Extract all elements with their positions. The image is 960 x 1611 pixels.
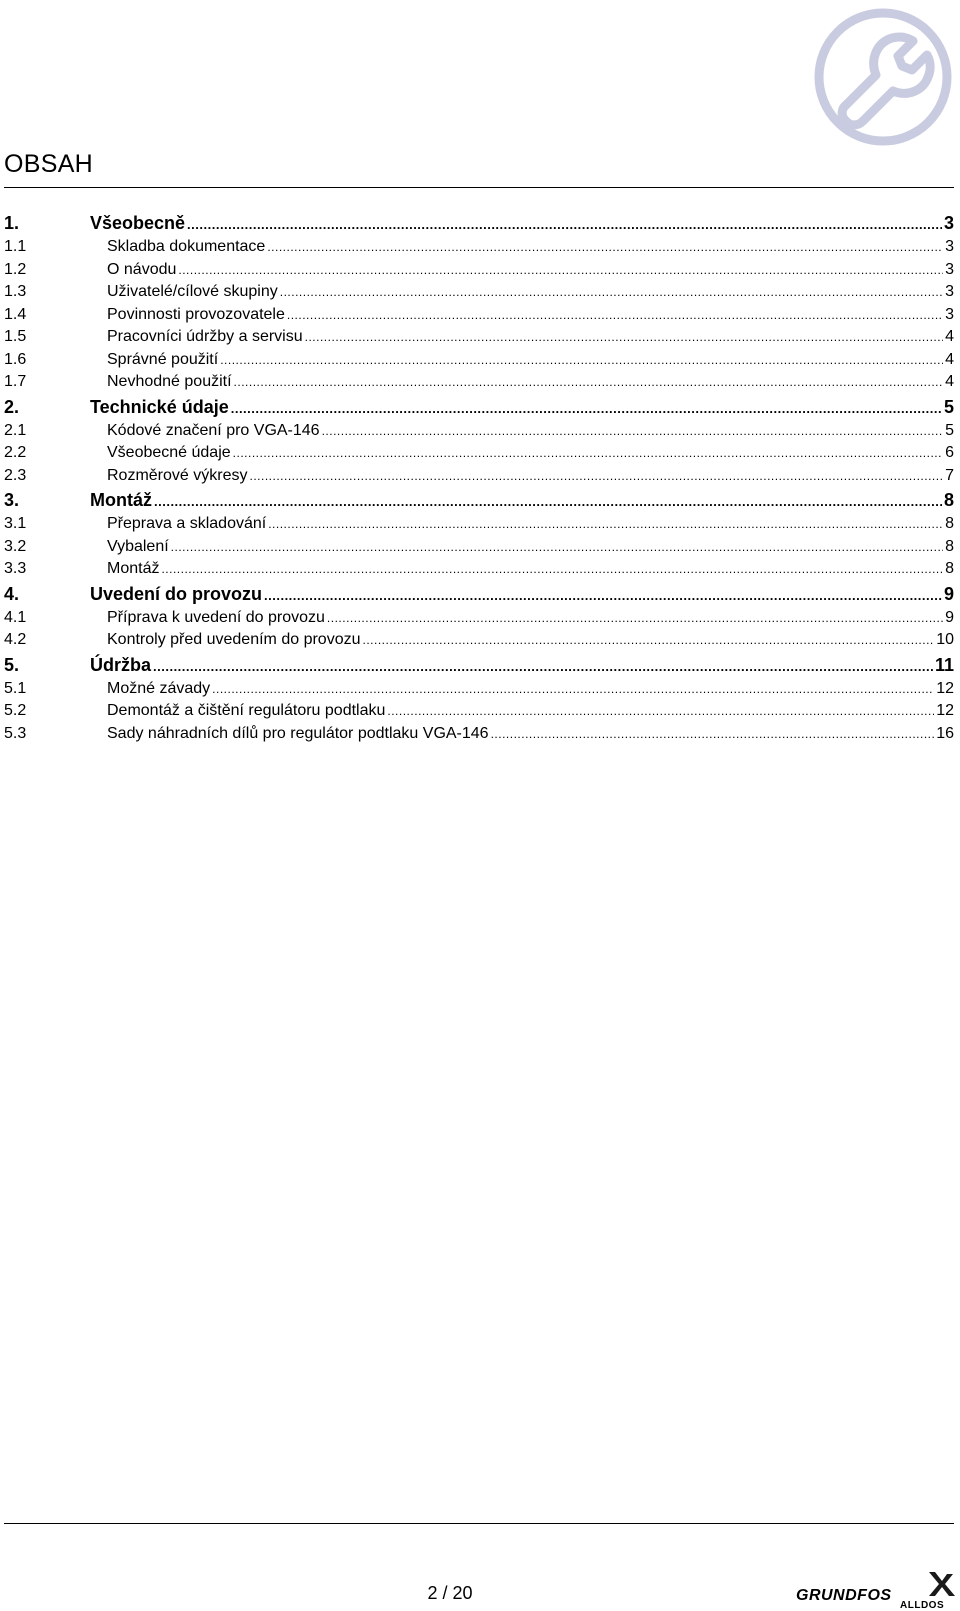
toc-number: 4.2 <box>4 631 27 648</box>
toc-dot-leader <box>305 326 943 349</box>
toc-title: Přeprava a skladování <box>107 515 267 532</box>
toc-dot-leader <box>362 629 934 652</box>
toc-page-number: 12 <box>936 702 954 719</box>
toc-subsection[interactable] <box>4 326 954 349</box>
toc-dot-leader <box>267 236 943 259</box>
brand-subname: ALLDOS <box>900 1600 945 1611</box>
toc-page-number: 3 <box>945 305 954 323</box>
toc-page-number: 12 <box>936 679 954 697</box>
footer-divider <box>4 1523 954 1524</box>
toc-number: 1. <box>4 213 20 233</box>
toc-title: Kódové značení pro VGA-146 <box>107 421 320 439</box>
toc-number: 3.2 <box>4 537 27 555</box>
toc-title: Montáž <box>90 490 152 510</box>
toc-number: 1.7 <box>4 373 27 390</box>
toc-number: 3.1 <box>4 515 27 532</box>
toc-subsection[interactable] <box>4 442 954 465</box>
toc-subsection[interactable] <box>4 536 954 559</box>
toc-section[interactable] <box>4 652 954 678</box>
toc-dot-leader <box>153 654 933 680</box>
toc-page-number: 3 <box>945 238 954 255</box>
toc-section[interactable] <box>4 581 954 607</box>
toc-dot-leader <box>231 396 942 422</box>
toc-page-number: 3 <box>943 213 954 233</box>
toc-subsection[interactable] <box>4 723 954 746</box>
grundfos-x-logo-icon <box>926 1569 956 1599</box>
toc-title: Všeobecně <box>90 213 186 233</box>
toc-number: 5.2 <box>4 702 27 719</box>
toc-title: Povinnosti provozovatele <box>107 305 285 323</box>
table-of-contents <box>4 210 954 745</box>
wrench-logo-icon <box>812 6 954 148</box>
toc-subsection[interactable] <box>4 700 954 723</box>
toc-title: Rozměrové výkresy <box>107 466 248 484</box>
toc-section[interactable] <box>4 487 954 513</box>
toc-dot-leader <box>233 442 943 465</box>
toc-number: 2.1 <box>4 421 27 439</box>
toc-title: Kontroly před uvedením do provozu <box>107 631 361 648</box>
page-number: 2 / 20 <box>427 1583 473 1603</box>
toc-subsection[interactable] <box>4 304 954 327</box>
toc-subsection[interactable] <box>4 513 954 536</box>
toc-number: 2.2 <box>4 444 27 461</box>
toc-number: 3.3 <box>4 560 27 577</box>
brand-name: GRUNDFOS <box>796 1587 892 1604</box>
toc-dot-leader <box>178 259 943 282</box>
toc-number: 1.5 <box>4 328 27 345</box>
toc-page-number: 8 <box>945 560 954 577</box>
toc-dot-leader <box>287 304 943 327</box>
toc-dot-leader <box>154 489 942 515</box>
toc-dot-leader <box>280 281 943 304</box>
brand-logo <box>796 1569 956 1611</box>
toc-title: Uživatelé/cílové skupiny <box>107 283 278 300</box>
toc-title: Možné závady <box>107 679 211 697</box>
toc-title: Skladba dokumentace <box>107 238 266 255</box>
toc-number: 1.1 <box>4 238 27 255</box>
toc-page-number: 10 <box>936 631 954 648</box>
toc-number: 1.3 <box>4 283 27 300</box>
toc-page-number: 8 <box>943 490 954 510</box>
toc-number: 1.2 <box>4 260 27 278</box>
toc-dot-leader <box>220 349 943 372</box>
toc-subsection[interactable] <box>4 349 954 372</box>
toc-page-number: 8 <box>945 537 954 555</box>
title-divider <box>4 187 954 188</box>
toc-subsection[interactable] <box>4 465 954 488</box>
toc-dot-leader <box>387 700 934 723</box>
toc-section[interactable] <box>4 394 954 420</box>
toc-dot-leader <box>327 607 943 630</box>
toc-number: 5. <box>4 654 20 675</box>
toc-subsection[interactable] <box>4 236 954 259</box>
toc-page-number: 4 <box>945 350 954 368</box>
toc-number: 4.1 <box>4 608 27 626</box>
toc-subsection[interactable] <box>4 259 954 282</box>
toc-dot-leader <box>268 513 943 536</box>
toc-dot-leader <box>322 420 944 443</box>
toc-number: 2. <box>4 396 20 417</box>
toc-title: Všeobecné údaje <box>107 444 231 461</box>
toc-subsection[interactable] <box>4 629 954 652</box>
toc-number: 5.3 <box>4 724 27 742</box>
toc-title: Sady náhradních dílů pro regulátor podtlaku VGA-146 <box>107 724 489 742</box>
toc-title: Demontáž a čištění regulátoru podtlaku <box>107 702 386 719</box>
toc-page-number: 6 <box>945 444 954 461</box>
toc-subsection[interactable] <box>4 607 954 630</box>
toc-dot-leader <box>171 536 943 559</box>
toc-dot-leader <box>161 558 943 581</box>
toc-dot-leader <box>212 678 934 701</box>
toc-page-number: 4 <box>945 328 954 345</box>
toc-page-number: 3 <box>945 283 954 300</box>
toc-number: 4. <box>4 583 20 604</box>
toc-page-number: 16 <box>936 724 954 742</box>
toc-page-number: 7 <box>945 466 954 484</box>
toc-subsection[interactable] <box>4 678 954 701</box>
toc-title: Nevhodné použití <box>107 373 232 390</box>
toc-title: Technické údaje <box>90 396 229 417</box>
toc-title: Správné použití <box>107 350 219 368</box>
toc-title: O návodu <box>107 260 177 278</box>
toc-title: Údržba <box>90 654 152 675</box>
toc-title: Vybalení <box>107 537 169 555</box>
toc-dot-leader <box>264 583 942 609</box>
toc-page-number: 11 <box>934 654 954 675</box>
toc-subsection[interactable] <box>4 371 954 394</box>
toc-title: Příprava k uvedení do provozu <box>107 608 325 626</box>
toc-title: Montáž <box>107 560 160 577</box>
toc-dot-leader <box>234 371 944 394</box>
toc-page-number: 9 <box>943 583 954 604</box>
toc-number: 1.6 <box>4 350 27 368</box>
toc-page-number: 8 <box>945 515 954 532</box>
toc-dot-leader <box>249 465 943 488</box>
toc-number: 1.4 <box>4 305 27 323</box>
toc-title: Uvedení do provozu <box>90 583 263 604</box>
toc-page-number: 4 <box>945 373 954 390</box>
toc-subsection[interactable] <box>4 558 954 581</box>
toc-number: 5.1 <box>4 679 27 697</box>
toc-number: 3. <box>4 490 20 510</box>
toc-dot-leader <box>491 723 935 746</box>
toc-page-number: 5 <box>945 421 954 439</box>
toc-dot-leader <box>187 212 942 238</box>
toc-page-number: 9 <box>945 608 954 626</box>
toc-number: 2.3 <box>4 466 27 484</box>
toc-section[interactable] <box>4 210 954 236</box>
toc-page-number: 5 <box>943 396 954 417</box>
page-title: OBSAH <box>4 150 94 178</box>
toc-page-number: 3 <box>945 260 954 278</box>
toc-subsection[interactable] <box>4 281 954 304</box>
toc-title: Pracovníci údržby a servisu <box>107 328 303 345</box>
toc-subsection[interactable] <box>4 420 954 443</box>
